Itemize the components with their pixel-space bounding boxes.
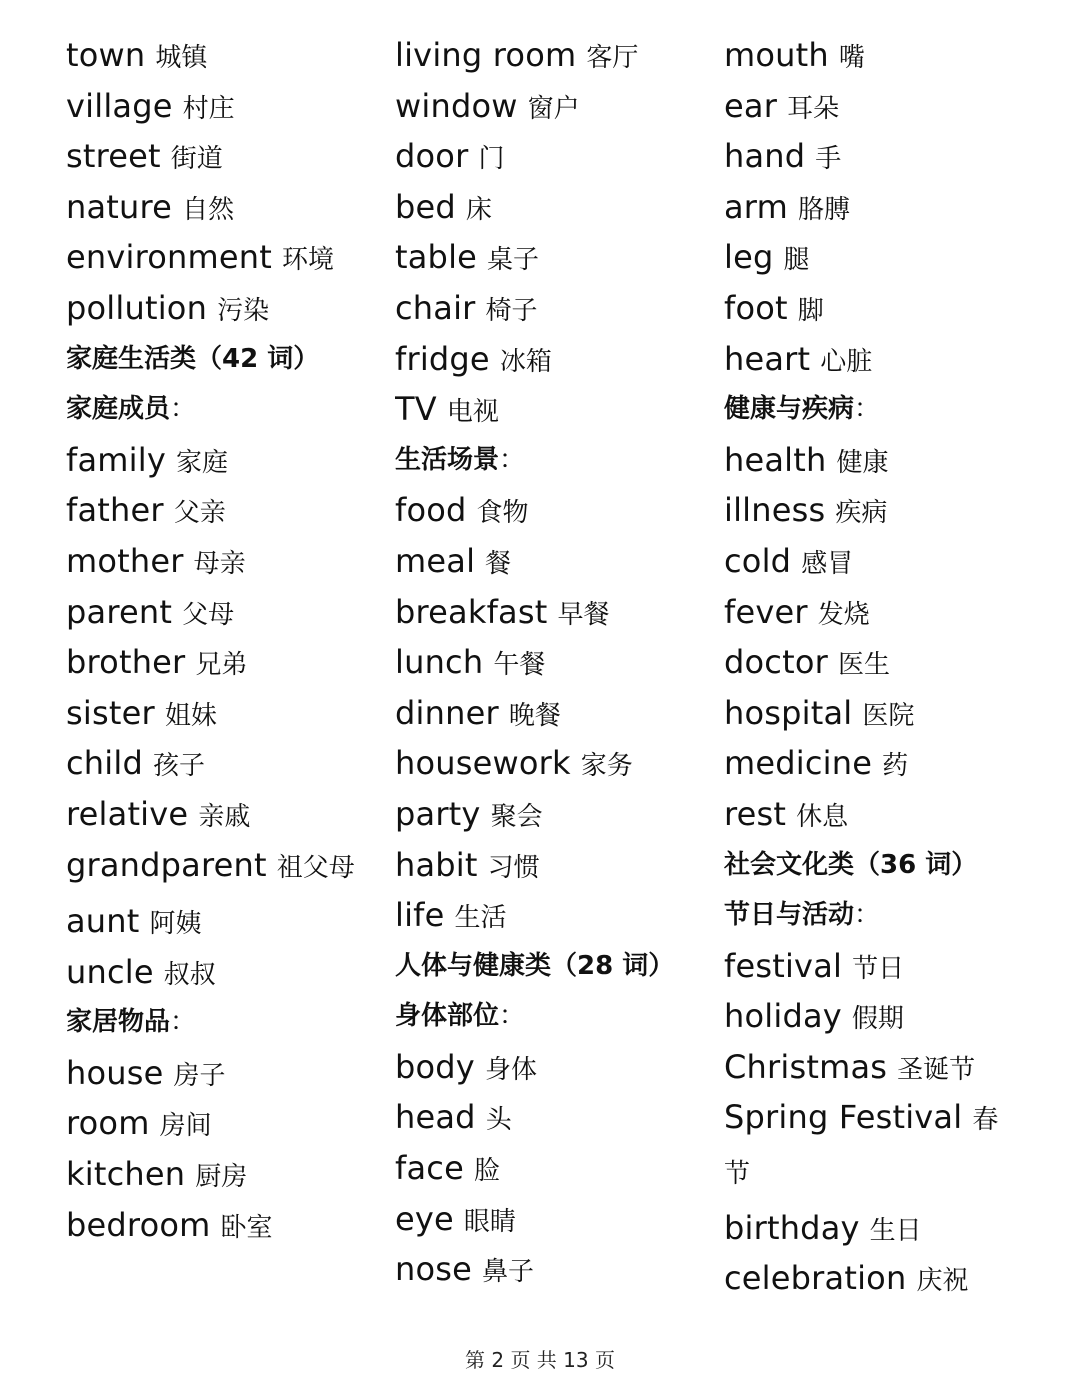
english-word: celebration — [724, 1259, 907, 1298]
chinese-translation: 阿姨 — [149, 909, 202, 940]
vocab-entry — [724, 991, 1014, 1042]
english-word: living room — [395, 36, 577, 74]
english-word: head — [395, 1098, 476, 1137]
vocab-entry — [724, 941, 1014, 992]
page-number-footer: 第 2 页 共 13 页 — [465, 1348, 615, 1372]
chinese-translation: 窗户 — [527, 93, 580, 124]
english-word: health — [724, 440, 827, 479]
vocab-column-2 — [395, 30, 705, 1295]
vocab-entry — [66, 283, 366, 334]
vocab-entry — [395, 637, 705, 688]
english-word: rest — [724, 794, 787, 833]
chinese-translation: 房子 — [173, 1060, 226, 1091]
chinese-translation: 生活 — [454, 903, 507, 934]
english-word: foot — [724, 288, 788, 327]
vocab-entry — [395, 840, 705, 891]
section-heading — [395, 991, 705, 1042]
section-heading-text: 家庭生活类（42 词） — [66, 343, 320, 374]
vocab-entry — [724, 81, 1014, 132]
english-word: face — [395, 1149, 464, 1188]
section-heading — [66, 334, 366, 385]
chinese-translation: 桌子 — [487, 245, 540, 276]
english-word: kitchen — [66, 1155, 186, 1194]
chinese-translation: 街道 — [170, 144, 223, 175]
vocab-entry — [724, 688, 1014, 739]
english-word: festival — [724, 946, 843, 985]
section-heading-colon: ： — [854, 900, 881, 931]
english-word: breakfast — [395, 592, 548, 631]
english-word: bed — [395, 187, 456, 226]
chinese-translation: 嘴 — [838, 43, 865, 73]
vocab-entry — [66, 30, 366, 81]
english-word: brother — [66, 643, 186, 682]
english-word: chair — [395, 288, 476, 327]
vocab-entry — [66, 738, 366, 789]
english-word: habit — [395, 845, 478, 884]
english-word: family — [66, 440, 166, 479]
chinese-translation: 腿 — [783, 245, 810, 276]
vocab-entry — [724, 1253, 1014, 1304]
english-word: birthday — [724, 1208, 860, 1247]
chinese-translation: 疾病 — [835, 498, 888, 529]
vocab-entry — [395, 1042, 705, 1093]
chinese-translation: 习惯 — [487, 852, 540, 883]
chinese-translation: 卧室 — [220, 1212, 273, 1243]
chinese-translation: 节日 — [852, 953, 905, 984]
chinese-translation: 感冒 — [801, 548, 854, 579]
english-word: relative — [66, 794, 189, 833]
english-word: window — [395, 86, 518, 125]
vocab-entry — [395, 182, 705, 233]
vocab-entry — [66, 232, 366, 283]
vocab-column-1 — [66, 30, 366, 1250]
chinese-translation: 母亲 — [193, 548, 246, 579]
chinese-translation: 胳膊 — [797, 194, 850, 225]
section-heading-text: 节日与活动 — [724, 900, 855, 931]
english-word: father — [66, 491, 164, 530]
vocab-entry — [66, 1098, 366, 1149]
section-heading-text: 人体与健康类（28 词） — [395, 950, 675, 981]
vocab-entry — [395, 789, 705, 840]
english-word: fever — [724, 592, 808, 631]
chinese-translation: 医生 — [837, 650, 890, 681]
chinese-translation: 春节 — [724, 1105, 999, 1190]
english-word: town — [66, 36, 146, 74]
vocab-entry — [66, 587, 366, 638]
chinese-translation: 聚会 — [490, 801, 543, 832]
chinese-translation: 心脏 — [820, 346, 873, 377]
chinese-translation: 假期 — [851, 1004, 904, 1035]
vocab-entry — [724, 232, 1014, 283]
vocab-entry — [66, 1149, 366, 1200]
english-word: room — [66, 1104, 150, 1143]
vocab-entry — [724, 536, 1014, 587]
vocab-entry — [66, 1048, 366, 1099]
chinese-translation: 亲戚 — [198, 801, 251, 832]
chinese-translation: 污染 — [217, 295, 270, 326]
chinese-translation: 耳朵 — [787, 93, 840, 124]
section-heading-colon: ： — [854, 394, 881, 425]
section-heading — [395, 435, 705, 486]
english-word: mother — [66, 541, 184, 580]
english-word: table — [395, 238, 478, 277]
section-heading-colon: ： — [170, 394, 197, 425]
chinese-translation: 圣诞节 — [897, 1054, 976, 1085]
vocab-entry — [66, 789, 366, 840]
vocab-entry — [66, 435, 366, 486]
english-word: uncle — [66, 952, 154, 991]
english-word: eye — [395, 1199, 454, 1238]
section-heading — [66, 997, 366, 1048]
english-word: party — [395, 794, 481, 833]
chinese-translation: 鼻子 — [482, 1257, 535, 1288]
chinese-translation: 身体 — [484, 1054, 537, 1085]
english-word: dinner — [395, 693, 499, 732]
vocab-entry — [395, 384, 705, 435]
chinese-translation: 早餐 — [557, 599, 610, 630]
vocab-entry — [66, 840, 366, 897]
vocab-entry — [724, 131, 1014, 182]
english-word: medicine — [724, 744, 873, 783]
english-word: pollution — [66, 288, 208, 327]
chinese-translation: 药 — [882, 751, 909, 782]
section-heading-text: 家庭成员 — [66, 394, 171, 425]
vocab-entry — [724, 1092, 1014, 1202]
vocab-entry — [724, 485, 1014, 536]
chinese-translation: 食物 — [476, 498, 529, 529]
section-heading-text: 生活场景 — [395, 444, 500, 475]
english-word: grandparent — [66, 845, 267, 884]
chinese-translation: 姐妹 — [164, 700, 217, 731]
vocab-entry — [724, 30, 1014, 81]
english-word: fridge — [395, 339, 490, 378]
vocab-entry — [395, 232, 705, 283]
vocab-entry — [724, 1203, 1014, 1254]
english-word: mouth — [724, 36, 829, 74]
chinese-translation: 床 — [465, 194, 492, 225]
section-heading-colon: ： — [499, 1001, 526, 1032]
english-word: nature — [66, 187, 173, 226]
section-heading — [724, 890, 1014, 941]
vocab-entry — [66, 131, 366, 182]
english-word: housework — [395, 744, 571, 783]
english-word: Christmas — [724, 1047, 888, 1086]
chinese-translation: 手 — [815, 144, 842, 175]
chinese-translation: 房间 — [159, 1111, 212, 1142]
chinese-translation: 餐 — [485, 548, 512, 579]
vocab-entry — [66, 896, 366, 947]
chinese-translation: 家务 — [580, 751, 633, 782]
vocab-entry — [395, 536, 705, 587]
vocab-entry — [724, 587, 1014, 638]
section-heading-text: 社会文化类（36 词） — [724, 849, 978, 880]
english-word: body — [395, 1047, 475, 1086]
english-word: heart — [724, 339, 811, 378]
chinese-translation: 健康 — [836, 447, 889, 478]
vocab-entry — [724, 637, 1014, 688]
vocab-entry — [66, 81, 366, 132]
vocab-column-3 — [724, 30, 1014, 1304]
vocab-entry — [395, 738, 705, 789]
english-word: life — [395, 896, 445, 935]
section-heading-text: 身体部位 — [395, 1001, 500, 1032]
section-heading-text: 健康与疾病 — [724, 394, 855, 425]
vocab-entry — [724, 283, 1014, 334]
vocab-entry — [66, 1200, 366, 1251]
english-word: environment — [66, 238, 272, 277]
vocab-entry — [724, 182, 1014, 233]
english-word: child — [66, 744, 143, 783]
english-word: leg — [724, 238, 774, 277]
vocab-entry — [724, 1042, 1014, 1093]
vocab-entry — [724, 435, 1014, 486]
section-heading — [724, 840, 1014, 891]
section-heading — [66, 384, 366, 435]
chinese-translation: 生日 — [869, 1215, 922, 1246]
english-word: food — [395, 491, 467, 530]
vocab-entry — [395, 890, 705, 941]
chinese-translation: 叔叔 — [163, 959, 216, 990]
chinese-translation: 椅子 — [485, 295, 538, 326]
vocab-entry — [395, 485, 705, 536]
vocab-entry — [395, 283, 705, 334]
english-word: lunch — [395, 643, 484, 682]
english-word: holiday — [724, 997, 842, 1036]
vocab-entry — [395, 688, 705, 739]
chinese-translation: 午餐 — [493, 650, 546, 681]
english-word: house — [66, 1053, 164, 1092]
vocab-entry — [395, 1143, 705, 1194]
chinese-translation: 环境 — [282, 245, 335, 276]
chinese-translation: 城镇 — [155, 43, 208, 73]
chinese-translation: 家庭 — [175, 447, 228, 478]
chinese-translation: 晚餐 — [508, 700, 561, 731]
vocab-entry — [395, 131, 705, 182]
english-word: ear — [724, 86, 778, 125]
chinese-translation: 电视 — [446, 397, 499, 428]
vocab-entry — [66, 485, 366, 536]
chinese-translation: 眼睛 — [463, 1206, 516, 1237]
chinese-translation: 脸 — [473, 1156, 500, 1187]
vocab-entry — [724, 789, 1014, 840]
english-word: TV — [395, 390, 437, 429]
chinese-translation: 冰箱 — [499, 346, 552, 377]
english-word: aunt — [66, 902, 140, 941]
english-word: meal — [395, 541, 476, 580]
vocab-entry — [395, 1194, 705, 1245]
chinese-translation: 父母 — [182, 599, 235, 630]
english-word: hospital — [724, 693, 853, 732]
section-heading-colon: ： — [170, 1007, 197, 1038]
english-word: nose — [395, 1250, 473, 1289]
vocab-entry — [66, 688, 366, 739]
english-word: village — [66, 86, 173, 125]
english-word: Spring Festival — [724, 1098, 963, 1137]
vocab-entry — [395, 81, 705, 132]
vocab-entry — [66, 947, 366, 998]
vocab-entry — [395, 1092, 705, 1143]
chinese-translation: 父亲 — [173, 498, 226, 529]
english-word: sister — [66, 693, 155, 732]
vocab-entry — [395, 334, 705, 385]
vocab-entry — [66, 536, 366, 587]
chinese-translation: 休息 — [796, 801, 849, 832]
chinese-translation: 村庄 — [182, 93, 235, 124]
vocab-entry — [395, 30, 705, 81]
vocab-entry — [395, 1244, 705, 1295]
chinese-translation: 脚 — [797, 295, 824, 326]
vocab-entry — [724, 334, 1014, 385]
chinese-translation: 庆祝 — [916, 1266, 969, 1297]
english-word: door — [395, 137, 469, 176]
english-word: street — [66, 137, 161, 176]
chinese-translation: 祖父母 — [276, 852, 355, 883]
vocab-entry — [66, 182, 366, 233]
english-word: parent — [66, 592, 173, 631]
section-heading-colon: ： — [499, 444, 526, 475]
chinese-translation: 厨房 — [195, 1162, 248, 1193]
chinese-translation: 孩子 — [152, 751, 205, 782]
section-heading — [395, 941, 705, 992]
section-heading — [724, 384, 1014, 435]
vocab-entry — [66, 637, 366, 688]
chinese-translation: 客厅 — [586, 43, 639, 73]
english-word: hand — [724, 137, 806, 176]
chinese-translation: 兄弟 — [195, 650, 248, 681]
chinese-translation: 自然 — [182, 194, 235, 225]
chinese-translation: 门 — [478, 144, 505, 175]
english-word: illness — [724, 491, 826, 530]
chinese-translation: 头 — [485, 1105, 512, 1136]
english-word: bedroom — [66, 1205, 211, 1244]
chinese-translation: 发烧 — [817, 599, 870, 630]
vocab-entry — [724, 738, 1014, 789]
english-word: cold — [724, 541, 792, 580]
english-word: doctor — [724, 643, 828, 682]
section-heading-text: 家居物品 — [66, 1007, 171, 1038]
chinese-translation: 医院 — [862, 700, 915, 731]
vocab-entry — [395, 587, 705, 638]
english-word: arm — [724, 187, 788, 226]
